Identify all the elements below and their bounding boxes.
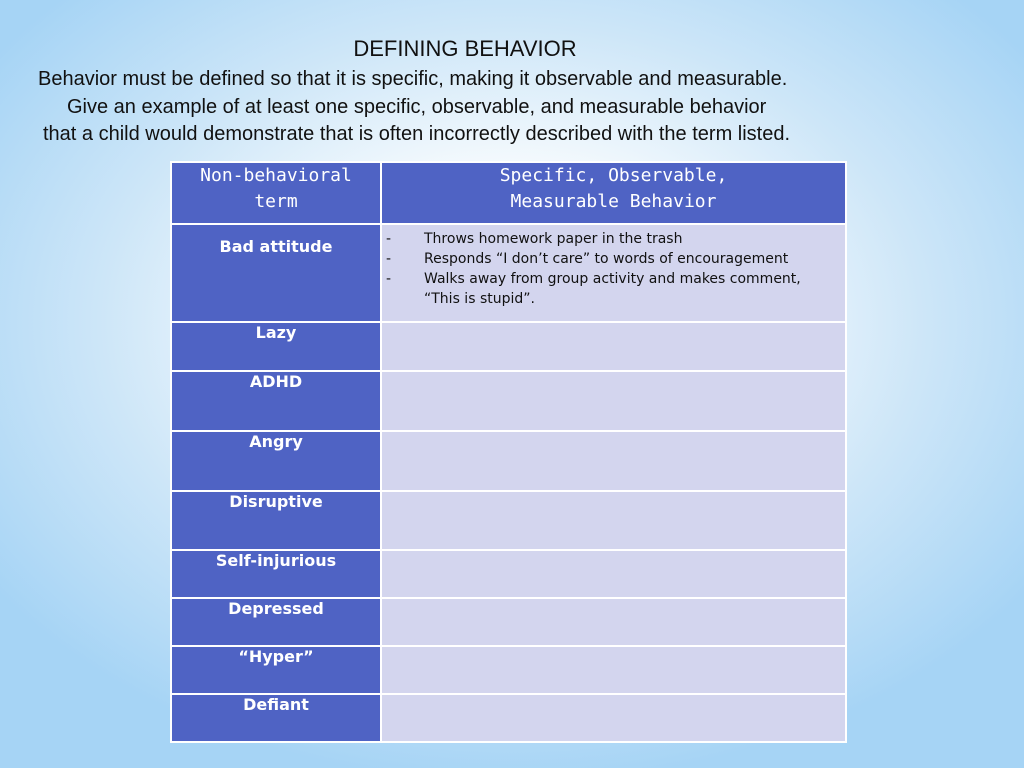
table-row xyxy=(171,224,846,322)
behavior-text: Walks away from group activity and makes comment, “This is stupid”. xyxy=(424,271,801,307)
behavior-cell[interactable] xyxy=(381,694,846,742)
table-row xyxy=(171,371,846,431)
bullet-dash: - xyxy=(386,251,392,267)
bullet-dash: - xyxy=(386,271,392,287)
behavior-cell[interactable] xyxy=(381,598,846,646)
list-item xyxy=(382,229,835,249)
term-cell: “Hyper” xyxy=(171,646,381,694)
table-row xyxy=(171,598,846,646)
table-row xyxy=(171,491,846,550)
behavior-cell[interactable] xyxy=(381,646,846,694)
behavior-cell[interactable] xyxy=(381,550,846,598)
behavior-list xyxy=(382,225,845,309)
behavior-text: Responds “I don’t care” to words of encouragement xyxy=(424,251,789,267)
table-row xyxy=(171,550,846,598)
behavior-cell[interactable] xyxy=(381,491,846,550)
term-cell: Angry xyxy=(171,431,381,491)
behavior-cell[interactable] xyxy=(381,431,846,491)
table-header-row xyxy=(171,162,846,224)
header-behavior-line1: Specific, Observable, xyxy=(499,165,728,186)
table-row xyxy=(171,431,846,491)
header-behavior-line2: Measurable Behavior xyxy=(510,191,717,212)
table-row xyxy=(171,694,846,742)
behavior-cell[interactable] xyxy=(381,224,846,322)
header-non-behavioral-term xyxy=(171,162,381,224)
term-cell: Depressed xyxy=(171,598,381,646)
behavior-cell[interactable] xyxy=(381,371,846,431)
list-item xyxy=(382,269,835,309)
behavior-cell[interactable] xyxy=(381,322,846,371)
term-cell: Lazy xyxy=(171,322,381,371)
header-term-line1: Non-behavioral xyxy=(200,165,352,186)
behavior-table xyxy=(170,161,847,743)
term-cell: Self-injurious xyxy=(171,550,381,598)
term-cell: Disruptive xyxy=(171,491,381,550)
term-cell: Bad attitude xyxy=(171,224,381,322)
term-cell: ADHD xyxy=(171,371,381,431)
table-row xyxy=(171,322,846,371)
intro-line-2: Give an example of at least one specific, observable, and measurable behavior xyxy=(67,96,767,118)
intro-line-1: Behavior must be defined so that it is specific, making it observable and measurable. xyxy=(38,68,788,90)
list-item xyxy=(382,249,835,269)
term-cell: Defiant xyxy=(171,694,381,742)
header-term-line2: term xyxy=(254,191,298,212)
behavior-text: Throws homework paper in the trash xyxy=(424,231,683,247)
table-row xyxy=(171,646,846,694)
intro-line-3: that a child would demonstrate that is often incorrectly described with the term listed. xyxy=(43,123,791,145)
bullet-dash: - xyxy=(386,231,392,247)
slide-title: DEFINING BEHAVIOR xyxy=(353,36,577,61)
header-measurable-behavior xyxy=(381,162,846,224)
